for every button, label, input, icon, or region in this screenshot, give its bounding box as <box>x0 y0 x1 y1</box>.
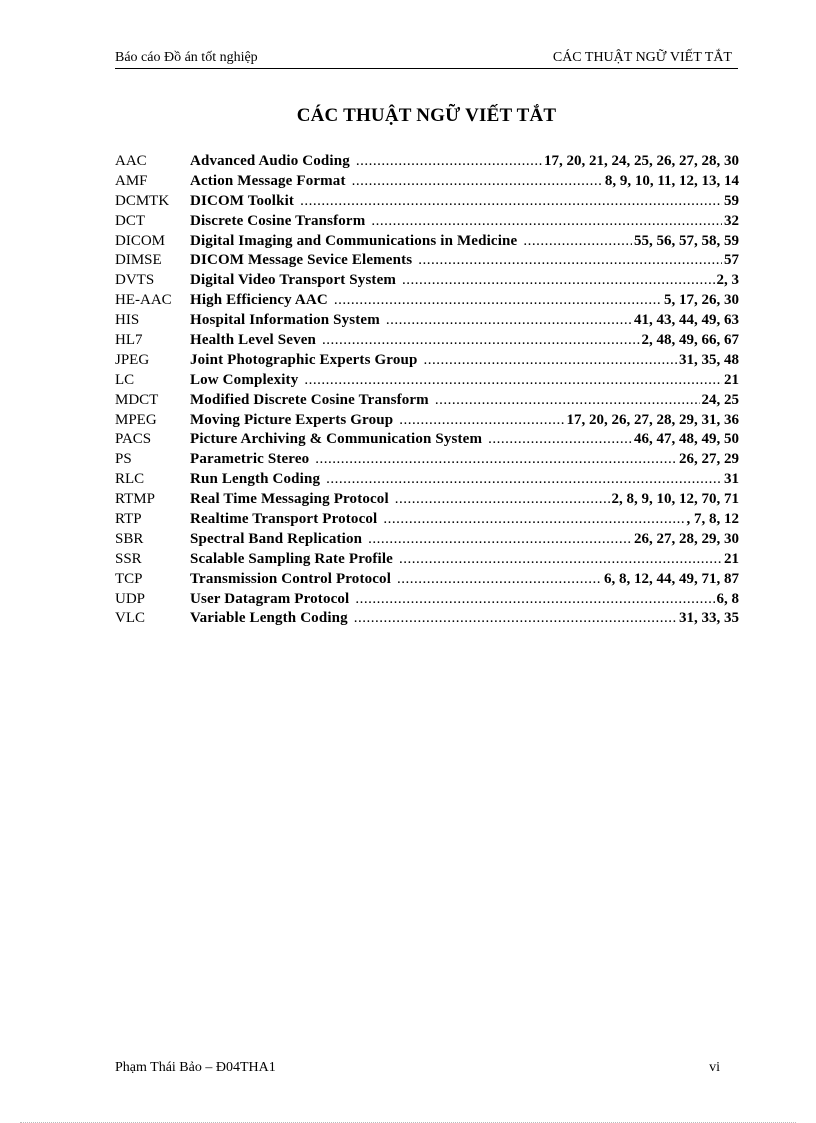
page-references: 2, 8, 9, 10, 12, 70, 71 <box>611 491 739 508</box>
abbreviation-row <box>115 311 739 331</box>
dot-leader <box>322 331 639 351</box>
page-references: , 7, 8, 12 <box>686 511 739 528</box>
abbreviation-row <box>115 450 739 470</box>
abbreviation-code: HE-AAC <box>115 292 172 309</box>
dot-leader <box>315 450 677 470</box>
abbreviation-entry <box>190 371 739 391</box>
abbreviation-term: Realtime Transport Protocol <box>190 511 378 528</box>
abbreviation-entry <box>190 490 739 510</box>
page-references: 46, 47, 48, 49, 50 <box>634 431 739 448</box>
dot-leader <box>523 232 632 252</box>
page-references: 5, 17, 26, 30 <box>664 292 739 309</box>
abbreviation-term: Spectral Band Replication <box>190 530 363 547</box>
page-references: 21 <box>724 371 739 388</box>
abbreviation-term: Transmission Control Protocol <box>190 570 392 587</box>
abbreviation-code: PACS <box>115 431 152 448</box>
abbreviation-entry <box>190 510 739 530</box>
dot-leader <box>383 510 684 530</box>
abbreviation-code: SSR <box>115 550 142 567</box>
abbreviation-row <box>115 411 739 431</box>
dot-leader <box>326 470 722 490</box>
abbreviation-row <box>115 430 739 450</box>
abbreviation-row <box>115 251 739 271</box>
page-references: 41, 43, 44, 49, 63 <box>634 312 739 329</box>
abbreviation-row <box>115 172 739 192</box>
abbreviation-term: Digital Video Transport System <box>190 272 397 289</box>
dot-leader <box>399 550 722 570</box>
abbreviation-row <box>115 192 739 212</box>
abbreviation-code: HIS <box>115 312 140 329</box>
page-references: 8, 9, 10, 11, 12, 13, 14 <box>604 172 739 189</box>
abbreviation-term: Scalable Sampling Rate Profile <box>190 550 393 567</box>
abbreviation-code: LC <box>115 371 135 388</box>
abbreviation-code: AMF <box>115 172 148 189</box>
abbreviation-code: SBR <box>115 530 144 547</box>
abbreviation-entry <box>190 192 739 212</box>
abbreviation-row <box>115 470 739 490</box>
abbreviation-code: MDCT <box>115 391 159 408</box>
abbreviation-code: TCP <box>115 570 143 587</box>
page-number: vi <box>709 1060 720 1075</box>
abbreviation-code: PS <box>115 451 132 468</box>
abbreviation-entry <box>190 232 739 252</box>
dot-leader <box>352 172 603 192</box>
abbreviation-entry <box>190 212 739 232</box>
abbreviation-term: Low Complexity <box>190 371 299 388</box>
dot-leader <box>402 271 714 291</box>
abbreviation-entry <box>190 590 739 610</box>
page-references: 55, 56, 57, 58, 59 <box>634 232 739 249</box>
abbreviation-code: DVTS <box>115 272 155 289</box>
abbreviation-entry <box>190 430 739 450</box>
abbreviation-entry <box>190 311 739 331</box>
abbreviation-entry <box>190 331 739 351</box>
abbreviation-entry <box>190 291 739 311</box>
abbreviation-row <box>115 550 739 570</box>
dot-leader <box>397 570 602 590</box>
abbreviation-code: RTMP <box>115 491 155 508</box>
page-references: 26, 27, 28, 29, 30 <box>634 530 739 547</box>
abbreviation-entry <box>190 530 739 550</box>
page-references: 31, 33, 35 <box>679 610 739 627</box>
abbreviation-code: DIMSE <box>115 252 162 269</box>
page-references: 57 <box>724 252 739 269</box>
page-references: 32 <box>724 212 739 229</box>
abbreviation-row <box>115 291 739 311</box>
page-references: 31 <box>724 471 739 488</box>
abbreviation-row <box>115 271 739 291</box>
page-references: 17, 20, 21, 24, 25, 26, 27, 28, 30 <box>544 153 739 169</box>
abbreviation-entry <box>190 391 739 411</box>
abbreviation-entry <box>190 550 739 570</box>
abbreviation-row <box>115 490 739 510</box>
abbreviation-entry <box>190 172 739 192</box>
abbreviation-term: Discrete Cosine Transform <box>190 212 366 229</box>
abbreviation-term: DICOM Message Sevice Elements <box>190 252 413 269</box>
abbreviation-entry <box>190 271 739 291</box>
abbreviation-code: DCT <box>115 212 145 229</box>
header-section-title: CÁC THUẬT NGỮ VIẾT TẮT <box>552 50 732 65</box>
abbreviation-code: VLC <box>115 610 145 627</box>
abbreviation-term: Run Length Coding <box>190 471 321 488</box>
dot-leader <box>423 351 677 371</box>
dot-leader <box>304 371 722 391</box>
dot-leader <box>435 391 700 411</box>
abbreviation-row <box>115 570 739 590</box>
abbreviation-term: Variable Length Coding <box>190 610 348 627</box>
abbreviation-list <box>115 152 739 629</box>
page-references: 59 <box>724 192 739 209</box>
abbreviation-row <box>115 590 739 610</box>
page-references: 6, 8, 12, 44, 49, 71, 87 <box>604 570 739 587</box>
abbreviation-entry <box>190 411 739 431</box>
abbreviation-term: Health Level Seven <box>190 332 317 349</box>
abbreviation-entry <box>190 251 739 271</box>
dot-leader <box>300 192 722 212</box>
abbreviation-code: MPEG <box>115 411 157 428</box>
abbreviation-row <box>115 510 739 530</box>
abbreviation-row <box>115 152 739 172</box>
abbreviation-row <box>115 391 739 411</box>
abbreviation-code: JPEG <box>115 351 150 368</box>
page-references: 6, 8 <box>716 590 739 607</box>
abbreviation-code: UDP <box>115 590 146 607</box>
page-references: 2, 48, 49, 66, 67 <box>641 332 739 349</box>
abbreviation-code: DICOM <box>115 232 166 249</box>
dot-leader <box>334 291 662 311</box>
abbreviation-entry <box>190 450 739 470</box>
abbreviation-code: DCMTK <box>115 192 170 209</box>
abbreviation-entry <box>190 470 739 490</box>
abbreviation-entry <box>190 570 739 590</box>
dot-leader <box>371 212 722 232</box>
abbreviation-code: AAC <box>115 153 147 169</box>
abbreviation-term: Joint Photographic Experts Group <box>190 351 418 368</box>
abbreviation-term: Digital Imaging and Communications in Medicine <box>190 232 518 249</box>
abbreviation-row <box>115 351 739 371</box>
abbreviation-row <box>115 232 739 252</box>
page-references: 31, 35, 48 <box>679 351 739 368</box>
abbreviation-code: HL7 <box>115 332 143 349</box>
abbreviation-term: Parametric Stereo <box>190 451 310 468</box>
abbreviation-row <box>115 371 739 391</box>
abbreviation-code: RTP <box>115 511 142 528</box>
abbreviation-term: Advanced Audio Coding <box>190 153 350 169</box>
dot-leader <box>418 251 722 271</box>
abbreviation-entry <box>190 152 739 172</box>
abbreviation-term: Real Time Messaging Protocol <box>190 491 389 508</box>
footer-author: Phạm Thái Bảo – Đ04THA1 <box>115 1060 276 1075</box>
dot-leader <box>368 530 632 550</box>
dot-leader <box>355 590 714 610</box>
dot-leader <box>386 311 632 331</box>
abbreviation-entry <box>190 351 739 371</box>
abbreviation-term: User Datagram Protocol <box>190 590 350 607</box>
page-header <box>115 50 738 69</box>
abbreviation-term: Moving Picture Experts Group <box>190 411 394 428</box>
page-references: 17, 20, 26, 27, 28, 29, 31, 36 <box>566 411 739 428</box>
dot-leader <box>354 609 677 629</box>
dot-leader <box>399 411 564 431</box>
abbreviation-row <box>115 530 739 550</box>
abbreviation-term: Action Message Format <box>190 172 346 189</box>
page-title: CÁC THUẬT NGỮ VIẾT TẮT <box>296 105 557 126</box>
abbreviation-term: Hospital Information System <box>190 312 380 329</box>
abbreviation-term: DICOM Toolkit <box>190 192 295 209</box>
abbreviation-term: Modified Discrete Cosine Transform <box>190 391 429 408</box>
page-references: 2, 3 <box>716 272 739 289</box>
dot-leader <box>488 430 632 450</box>
dot-leader <box>395 490 610 510</box>
abbreviation-entry <box>190 609 739 629</box>
abbreviation-term: Picture Archiving & Communication System <box>190 431 483 448</box>
header-report-title: Báo cáo Đồ án tốt nghiệp <box>115 50 258 65</box>
abbreviation-code: RLC <box>115 471 145 488</box>
abbreviation-row <box>115 331 739 351</box>
page-references: 24, 25 <box>701 391 739 408</box>
page-references: 21 <box>724 550 739 567</box>
abbreviation-row <box>115 212 739 232</box>
abbreviation-term: High Efficiency AAC <box>190 292 328 309</box>
page-references: 26, 27, 29 <box>679 451 739 468</box>
dot-leader <box>356 152 542 172</box>
abbreviation-row <box>115 609 739 629</box>
